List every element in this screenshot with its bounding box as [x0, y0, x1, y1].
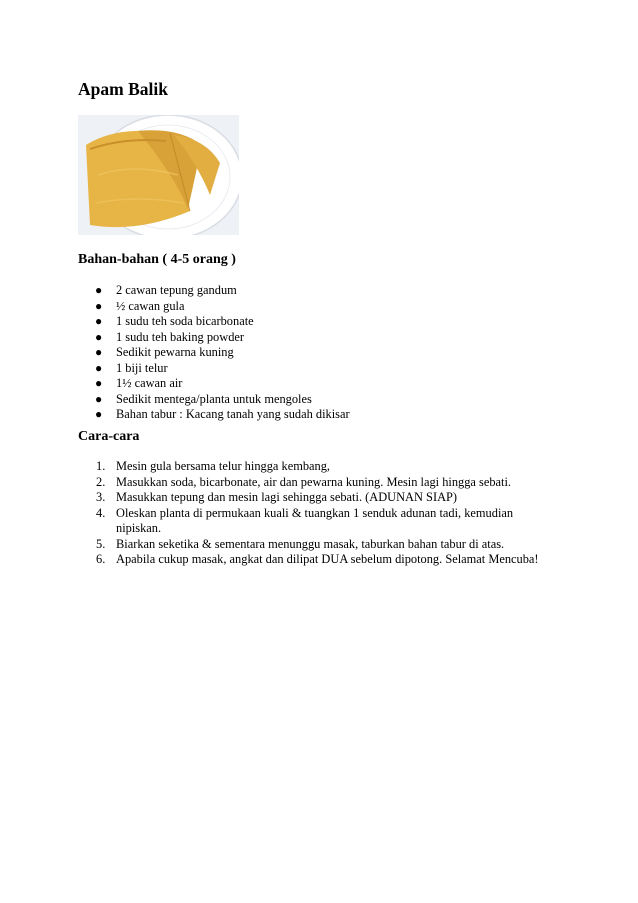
- steps-list: [78, 459, 548, 568]
- list-item: [78, 361, 478, 377]
- list-item: [78, 490, 548, 506]
- bullet-icon: ●: [95, 298, 103, 313]
- ingredient-text: Sedikit mentega/planta untuk mengoles: [116, 391, 312, 406]
- step-text: Masukkan tepung dan mesin lagi sehingga sebati. (ADUNAN SIAP): [116, 490, 458, 504]
- ingredient-text: 1½ cawan air: [116, 376, 183, 390]
- bullet-icon: ●: [95, 329, 103, 344]
- ingredient-text: Bahan tabur : Kacang tanah yang sudah dikisar: [116, 407, 350, 421]
- apam-balik-photo: [78, 115, 239, 235]
- step-number: 1.: [96, 459, 106, 473]
- pancake-image-icon: [78, 115, 239, 235]
- step-number: 6.: [96, 552, 106, 566]
- list-item: [78, 475, 548, 491]
- step-number: 3.: [96, 490, 106, 504]
- ingredient-text: 2 cawan tepung gandum: [116, 283, 237, 297]
- bullet-icon: ●: [95, 391, 103, 406]
- bullet-icon: ●: [95, 376, 103, 390]
- step-number: 5.: [96, 536, 106, 551]
- recipe-title: Apam Balik: [78, 79, 168, 99]
- list-item: [78, 552, 548, 568]
- ingredient-text: Sedikit pewarna kuning: [116, 345, 234, 359]
- ingredient-text: 1 sudu teh soda bicarbonate: [116, 314, 254, 328]
- list-item: [78, 299, 478, 315]
- ingredient-text: ½ cawan gula: [116, 298, 185, 313]
- ingredients-heading: Bahan-bahan ( 4-5 orang ): [78, 252, 236, 267]
- bullet-icon: ●: [95, 283, 103, 297]
- step-text: Apabila cukup masak, angkat dan dilipat DUA sebelum dipotong. Selamat Mencuba!: [116, 552, 539, 566]
- list-item: [78, 283, 478, 299]
- list-item: [78, 330, 478, 346]
- bullet-icon: ●: [95, 360, 103, 375]
- list-item: [78, 376, 478, 392]
- list-item: [78, 506, 548, 537]
- list-item: [78, 345, 478, 361]
- list-item: [78, 407, 478, 423]
- list-item: [78, 314, 478, 330]
- method-heading: Cara-cara: [78, 429, 140, 444]
- step-number: 2.: [96, 474, 106, 489]
- step-number: 4.: [96, 505, 106, 520]
- list-item: [78, 459, 548, 475]
- step-text: Masukkan soda, bicarbonate, air dan pewarna kuning. Mesin lagi hingga sebati.: [116, 474, 512, 489]
- step-text: Biarkan seketika & sementara menunggu masak, taburkan bahan tabur di atas.: [116, 536, 505, 551]
- list-item: [78, 392, 478, 408]
- step-text: Mesin gula bersama telur hingga kembang,: [116, 459, 331, 473]
- bullet-icon: ●: [95, 407, 103, 421]
- ingredient-text: 1 sudu teh baking powder: [116, 329, 245, 344]
- step-text: Oleskan planta di permukaan kuali & tuangkan 1 senduk adunan tadi, kemudian nipiskan.: [116, 505, 514, 535]
- list-item: [78, 537, 548, 553]
- bullet-icon: ●: [95, 345, 103, 359]
- ingredient-text: 1 biji telur: [116, 360, 168, 375]
- ingredients-list: [78, 283, 478, 423]
- bullet-icon: ●: [95, 314, 103, 328]
